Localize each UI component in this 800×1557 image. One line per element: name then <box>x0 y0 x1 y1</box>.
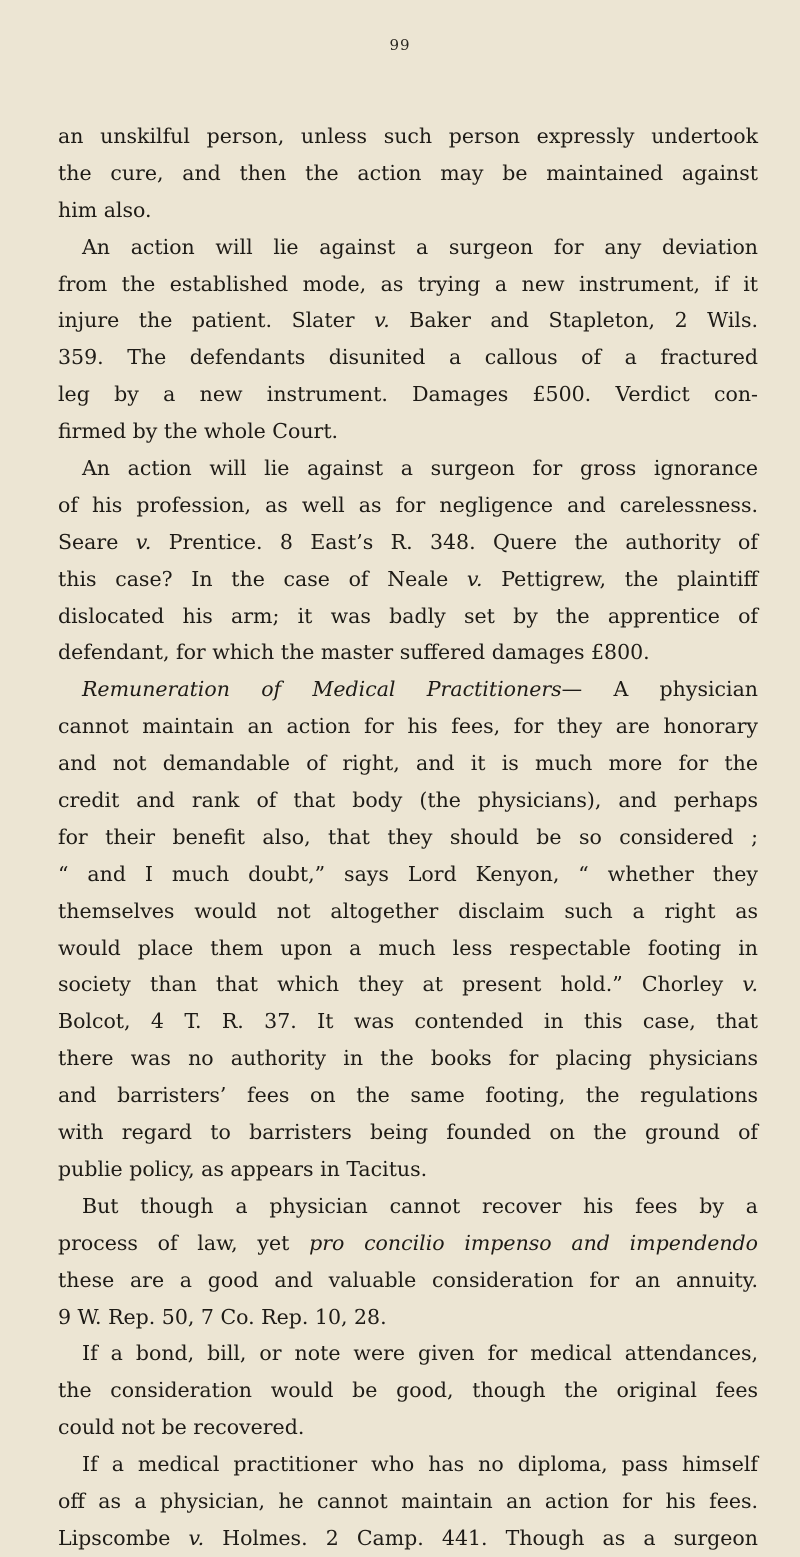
text-segment: process of law, yet <box>58 1230 310 1255</box>
text-line <box>58 819 758 856</box>
italic-text: v. <box>374 308 390 333</box>
text-segment: there was no authority in the books for placing physicians <box>58 1046 758 1071</box>
text-segment: credit and rank of that body (the physicians), and perhaps <box>58 788 758 813</box>
text-line <box>58 1335 758 1372</box>
text-line <box>58 229 758 266</box>
italic-text: v. <box>742 972 758 997</box>
text-segment: An action will lie against a surgeon for gross ignorance <box>82 456 758 481</box>
text-line <box>58 487 758 524</box>
text-segment: Lipscombe <box>58 1525 189 1550</box>
text-segment: cannot maintain an action for his fees, for they are honorary <box>58 714 758 739</box>
text-segment: of his profession, as well as for negligence and carelessness. <box>58 492 758 517</box>
text-line <box>58 1483 758 1520</box>
text-line <box>58 1188 758 1225</box>
text-segment: with regard to barristers being founded on the ground of <box>58 1120 758 1145</box>
text-segment: 9 W. Rep. 50, 7 Co. Rep. 10, 28. <box>58 1304 387 1329</box>
text-segment: If a bond, bill, or note were given for medical attendances, <box>82 1341 758 1366</box>
text-line <box>58 634 758 671</box>
text-line <box>58 1446 758 1483</box>
text-segment: “ and I much doubt,” says Lord Kenyon, “ whether they <box>58 861 758 886</box>
text-segment: But though a physician cannot recover his fees by a <box>82 1193 758 1218</box>
text-line <box>58 266 758 303</box>
text-segment: publie policy, as appears in Tacitus. <box>58 1156 428 1181</box>
text-line <box>58 1520 758 1557</box>
text-line <box>58 1299 758 1336</box>
text-line <box>58 302 758 339</box>
text-line <box>58 671 758 708</box>
text-line <box>58 1151 758 1188</box>
text-line <box>58 339 758 376</box>
text-segment: him also. <box>58 197 152 222</box>
text-line <box>58 1262 758 1299</box>
text-segment: Prentice. 8 East’s R. 348. Quere the authority of <box>151 529 758 554</box>
text-segment: — A physician <box>561 677 758 702</box>
text-line <box>58 450 758 487</box>
italic-text: v. <box>135 529 152 554</box>
italic-text: pro concilio impenso and impendendo <box>309 1230 758 1255</box>
text-line <box>58 561 758 598</box>
text-line <box>58 118 758 155</box>
text-line <box>58 782 758 819</box>
text-segment: this case? In the case of Neale <box>58 566 467 591</box>
text-segment: would place them upon a much less respectable footing in <box>58 935 758 960</box>
text-line <box>58 1040 758 1077</box>
text-segment: for their benefit also, that they should be so considered ; <box>58 824 758 849</box>
text-segment: injure the patient. Slater <box>58 308 375 333</box>
text-segment: from the established mode, as trying a new instrument, if it <box>58 271 758 296</box>
text-segment: Pettigrew, the plaintiff <box>482 566 758 591</box>
italic-text: Remuneration of Medical Practitioners <box>82 677 562 702</box>
text-segment: Bolcot, 4 T. R. 37. It was contended in this case, that <box>58 1009 758 1034</box>
text-segment: these are a good and valuable consideration for an annuity. <box>58 1267 758 1292</box>
text-segment: dislocated his arm; it was badly set by the apprentice of <box>58 603 758 628</box>
text-line <box>58 930 758 967</box>
text-segment: defendant, for which the master suffered damages £800. <box>58 640 650 665</box>
text-line <box>58 966 758 1003</box>
text-segment: could not be recovered. <box>58 1415 305 1440</box>
text-line <box>58 1003 758 1040</box>
text-line <box>58 856 758 893</box>
italic-text: v. <box>188 1525 205 1550</box>
text-line <box>58 598 758 635</box>
text-segment: firmed by the whole Court. <box>58 419 339 444</box>
text-line <box>58 1225 758 1262</box>
text-line <box>58 1114 758 1151</box>
text-segment: society than that which they at present hold.” Chorley <box>58 972 743 997</box>
text-line <box>58 1372 758 1409</box>
text-segment: If a medical practitioner who has no diploma, pass himself <box>82 1452 758 1477</box>
text-segment: and barristers’ fees on the same footing, the regulations <box>58 1083 758 1108</box>
text-line <box>58 708 758 745</box>
italic-text: v. <box>466 566 483 591</box>
text-line <box>58 1409 758 1446</box>
text-segment: the consideration would be good, though the original fees <box>58 1378 758 1403</box>
text-line <box>58 192 758 229</box>
text-segment: off as a physician, he cannot maintain an action for his fees. <box>58 1488 758 1513</box>
text-line <box>58 376 758 413</box>
text-line <box>58 413 758 450</box>
text-line <box>58 155 758 192</box>
text-segment: the cure, and then the action may be maintained against <box>58 160 758 185</box>
body-text <box>58 118 758 1557</box>
text-segment: and not demandable of right, and it is much more for the <box>58 751 758 776</box>
page-number: 99 <box>389 36 411 54</box>
text-segment: themselves would not altogether disclaim such a right as <box>58 898 758 923</box>
text-line <box>58 893 758 930</box>
text-segment: An action will lie against a surgeon for any deviation <box>82 234 758 259</box>
text-segment: an unskilful person, unless such person expressly undertook <box>58 124 758 148</box>
text-segment: Holmes. 2 Camp. 441. Though as a surgeon <box>204 1525 758 1550</box>
text-line <box>58 745 758 782</box>
text-segment: 359. The defendants disunited a callous of a fractured <box>58 345 758 370</box>
text-line <box>58 1077 758 1114</box>
text-segment: Seare <box>58 529 136 554</box>
text-segment: leg by a new instrument. Damages £500. Verdict con- <box>58 382 758 407</box>
text-segment: Baker and Stapleton, 2 Wils. <box>389 308 758 333</box>
text-line <box>58 524 758 561</box>
